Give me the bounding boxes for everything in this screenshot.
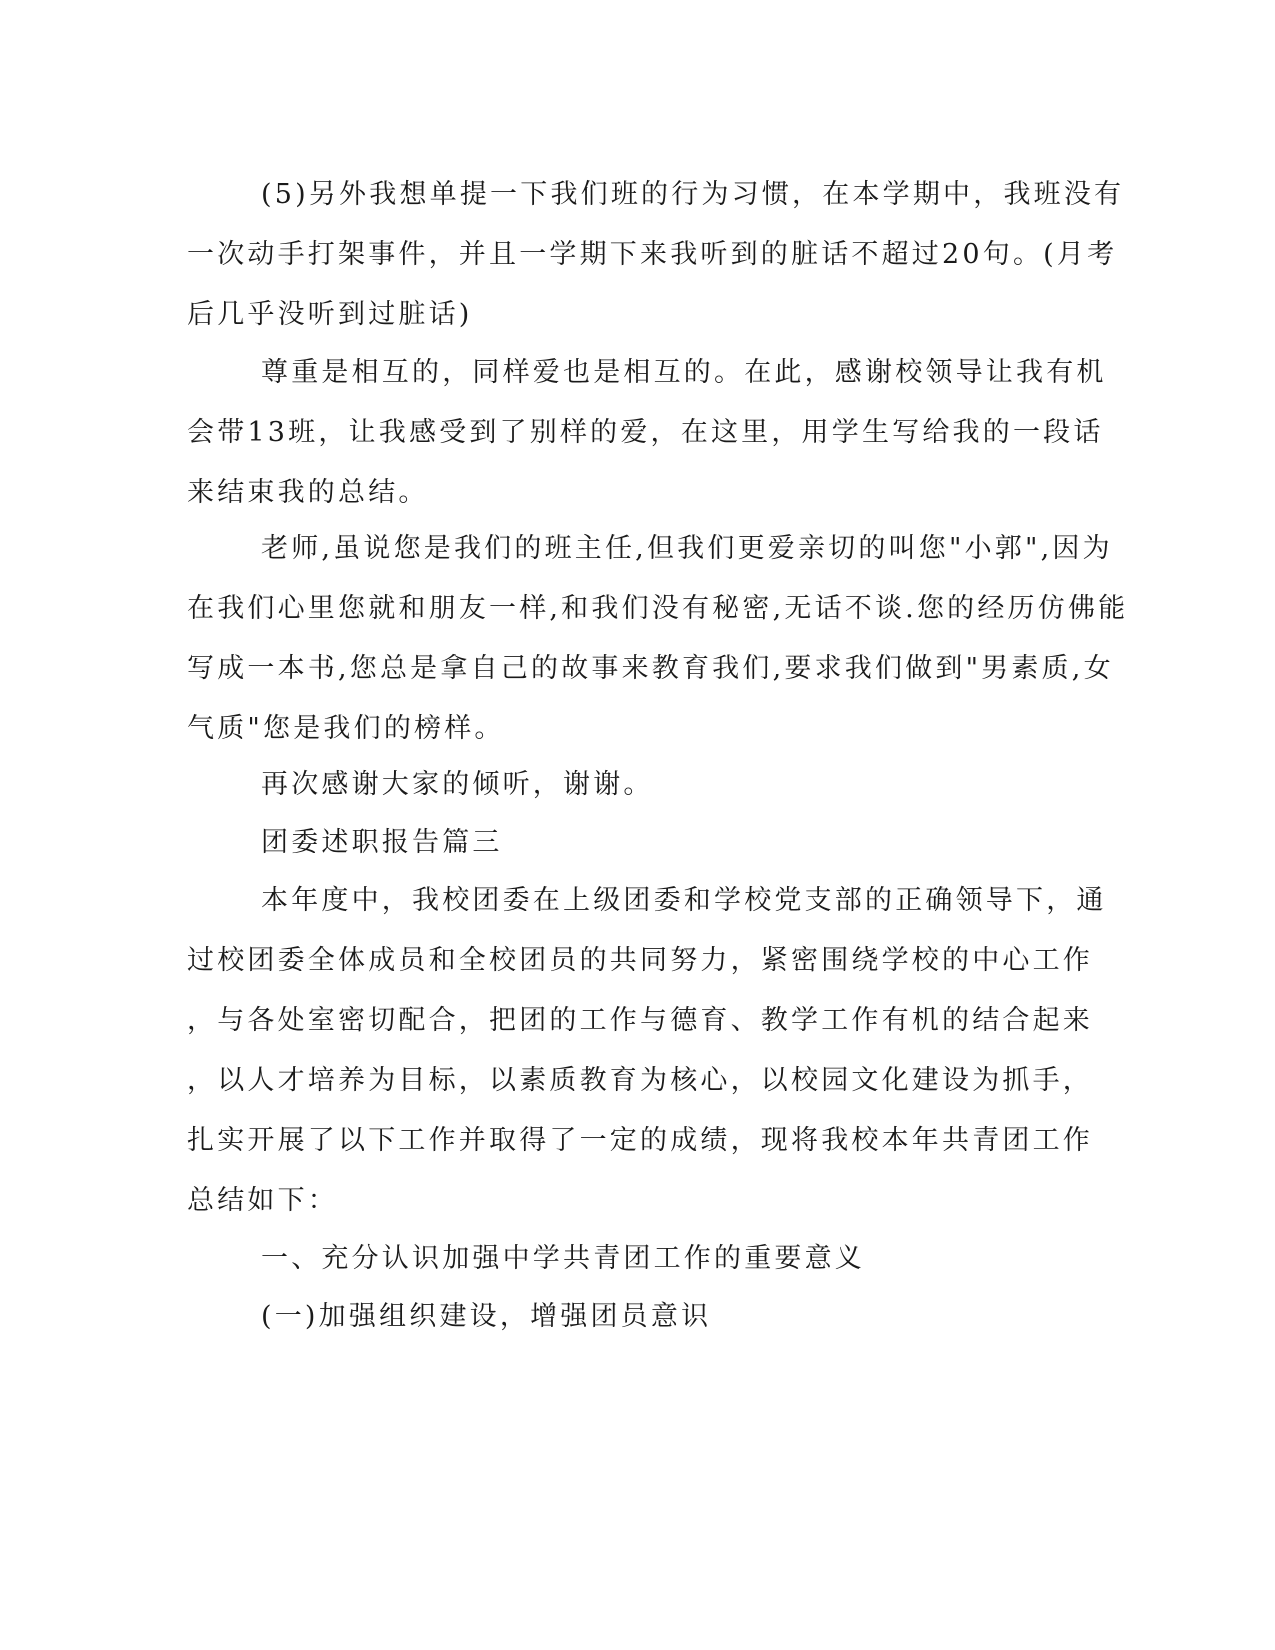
text-line: 尊重是相互的，同样爱也是相互的。在此，感谢校领导让我有机 [261,357,1107,388]
text-line: 总结如下： [187,1185,338,1216]
paragraph-annual-summary [187,871,1107,1231]
subheading-title: 一、充分认识加强中学共青团工作的重要意义 [261,1243,865,1274]
paragraph-student-message [187,519,1129,759]
text-line: ，以人才培养为目标，以素质教育为核心，以校园文化建设为抓手， [187,1065,1093,1096]
paragraph-respect-thanks [187,343,1107,523]
text-line: 来结束我的总结。 [187,477,429,508]
section-heading-part-three [187,813,1082,873]
document-body [187,165,1129,1347]
text-line: (5)另外我想单提一下我们班的行为习惯，在本学期中，我班没有 [261,179,1125,210]
text-line: 本年度中，我校团委在上级团委和学校党支部的正确领导下，通 [261,885,1107,916]
text-line: 在我们心里您就和朋友一样,和我们没有秘密,无话不谈.您的经历仿佛能 [187,593,1129,624]
text-line: 写成一本书,您总是拿自己的故事来教育我们,要求我们做到"男素质,女 [187,653,1114,684]
text-line: 气质"您是我们的榜样。 [187,713,505,744]
text-line: 后几乎没听到过脏话) [187,299,473,330]
paragraph-closing-thanks [187,755,1082,815]
text-line: 再次感谢大家的倾听，谢谢。 [261,769,654,800]
subheading-title: (一)加强组织建设，增强团员意识 [261,1301,712,1332]
text-line: 一次动手打架事件，并且一学期下来我听到的脏话不超过20句。(月考 [187,239,1118,270]
subheading-organization [187,1287,1082,1347]
subheading-importance [187,1229,1082,1289]
section-title: 团委述职报告篇三 [261,827,503,858]
text-line: 会带13班，让我感受到了别样的爱，在这里，用学生写给我的一段话 [187,417,1104,448]
paragraph-behavior-habits [187,165,1125,345]
text-line: 扎实开展了以下工作并取得了一定的成绩，现将我校本年共青团工作 [187,1125,1093,1156]
text-line: ，与各处室密切配合，把团的工作与德育、教学工作有机的结合起来 [187,1005,1093,1036]
text-line: 过校团委全体成员和全校团员的共同努力，紧密围绕学校的中心工作 [187,945,1093,976]
text-line: 老师,虽说您是我们的班主任,但我们更爱亲切的叫您"小郭",因为 [261,533,1113,564]
